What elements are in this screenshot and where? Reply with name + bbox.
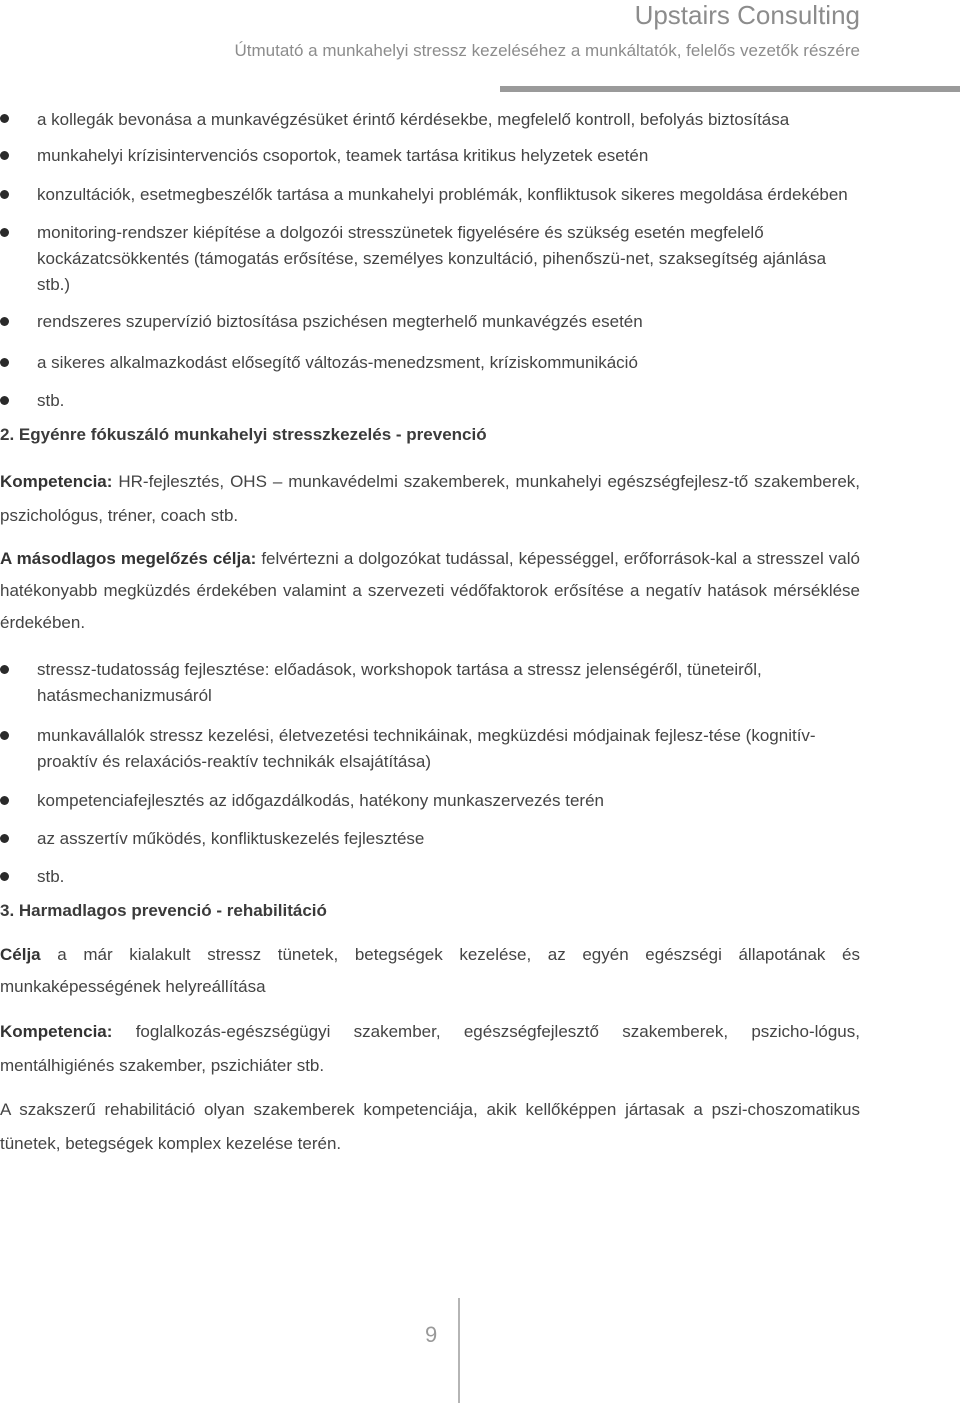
competency-paragraph: Kompetencia: foglalkozás-egészségügyi szakember, egészségfejlesztő szakemberek, pszicho-lógus, mentálhigiénés szakember, pszichiáter stb. — [0, 1022, 860, 1075]
list-item: rendszeres szupervízió biztosítása pszichésen megterhelő munkavégzés esetén — [0, 306, 860, 338]
list-item: a sikeres alkalmazkodást elősegítő változás-menedzsment, kríziskommunikáció — [0, 347, 860, 379]
list-item: monitoring-rendszer kiépítése a dolgozói stresszünetek figyelésére és szükség esetén megfelelő kockázatcsökkentés (támogatás erősítése, személyes konzultáció, pihenőszü-net, szaksegítség ajánlása stb.) — [0, 220, 860, 298]
bullet-icon — [0, 114, 9, 123]
header-rule — [500, 86, 960, 92]
list-item: stressz-tudatosság fejlesztése: előadások, workshopok tartása a stressz jelenségéről, tüneteiről, hatásmechanizmusáról — [0, 657, 860, 709]
section-heading: 3. Harmadlagos prevenció - rehabilitáció — [0, 901, 327, 920]
competency-label: Kompetencia: — [0, 472, 113, 491]
bullet-icon — [0, 665, 9, 674]
list-item: munkavállalók stressz kezelési, életvezetési technikáinak, megküzdési módjainak fejlesz-tése (kognitív-proaktív és relaxációs-reaktív technikák elsajátítása) — [0, 723, 860, 775]
section-heading: 2. Egyénre fókuszáló munkahelyi stresszkezelés - prevenció — [0, 425, 487, 444]
bullet-icon — [0, 796, 9, 805]
bullet-icon — [0, 834, 9, 843]
bullet-icon — [0, 317, 9, 326]
page-body — [0, 100, 860, 1161]
document-subtitle: Útmutató a munkahelyi stressz kezeléséhez a munkáltatók, felelős vezetők részére — [234, 41, 860, 60]
bullet-icon — [0, 872, 9, 881]
list-item: stb. — [0, 861, 860, 893]
bullet-icon — [0, 731, 9, 740]
page-header — [234, 0, 860, 62]
list-item: a kollegák bevonása a munkavégzésüket érintő kérdésekbe, megfelelő kontroll, befolyás biztosítása — [0, 102, 860, 138]
bullet-icon — [0, 151, 9, 160]
page-number-divider — [458, 1298, 460, 1403]
goal-label: Célja — [0, 945, 41, 964]
competency-label: Kompetencia: — [0, 1022, 113, 1041]
bullet-icon — [0, 190, 9, 199]
bullet-icon — [0, 396, 9, 405]
closing-paragraph: A szakszerű rehabilitáció olyan szakemberek kompetenciája, akik kellőképpen jártasak a pszi-choszomatikus tünetek, betegségek komplex kezelése terén. — [0, 1100, 860, 1153]
page-number: 9 — [425, 1322, 438, 1347]
list-item: kompetenciafejlesztés az időgazdálkodás, hatékony munkaszervezés terén — [0, 785, 860, 817]
list-item: konzultációk, esetmegbeszélők tartása a munkahelyi problémák, konfliktusok sikeres megoldása érdekében — [0, 182, 860, 208]
goal-label: A másodlagos megelőzés célja: — [0, 549, 257, 568]
bullet-icon — [0, 358, 9, 367]
list-item: munkahelyi krízisintervenciós csoportok, teamek tartása kritikus helyzetek esetén — [0, 140, 860, 172]
goal-paragraph: Célja a már kialakult stressz tünetek, betegségek kezelése, az egyén egészségi állapotának és munkaképességének helyreállítása — [0, 945, 860, 996]
list-item: stb. — [0, 385, 860, 417]
company-name: Upstairs Consulting — [634, 0, 860, 30]
competency-paragraph: Kompetencia: HR-fejlesztés, OHS – munkavédelmi szakemberek, munkahelyi egészségfejlesz-tő szakemberek, pszichológus, tréner, coach stb. — [0, 472, 860, 525]
bullet-icon — [0, 228, 9, 237]
list-item: az asszertív működés, konfliktuskezelés fejlesztése — [0, 823, 860, 855]
goal-paragraph: A másodlagos megelőzés célja: felvértezni a dolgozókat tudással, képességgel, erőforrások-kal a stresszel való hatékonyabb megküzdés érdekében valamint a szervezeti védőfaktorok erősítése a negatív hatások mérséklése érdekében. — [0, 549, 860, 632]
